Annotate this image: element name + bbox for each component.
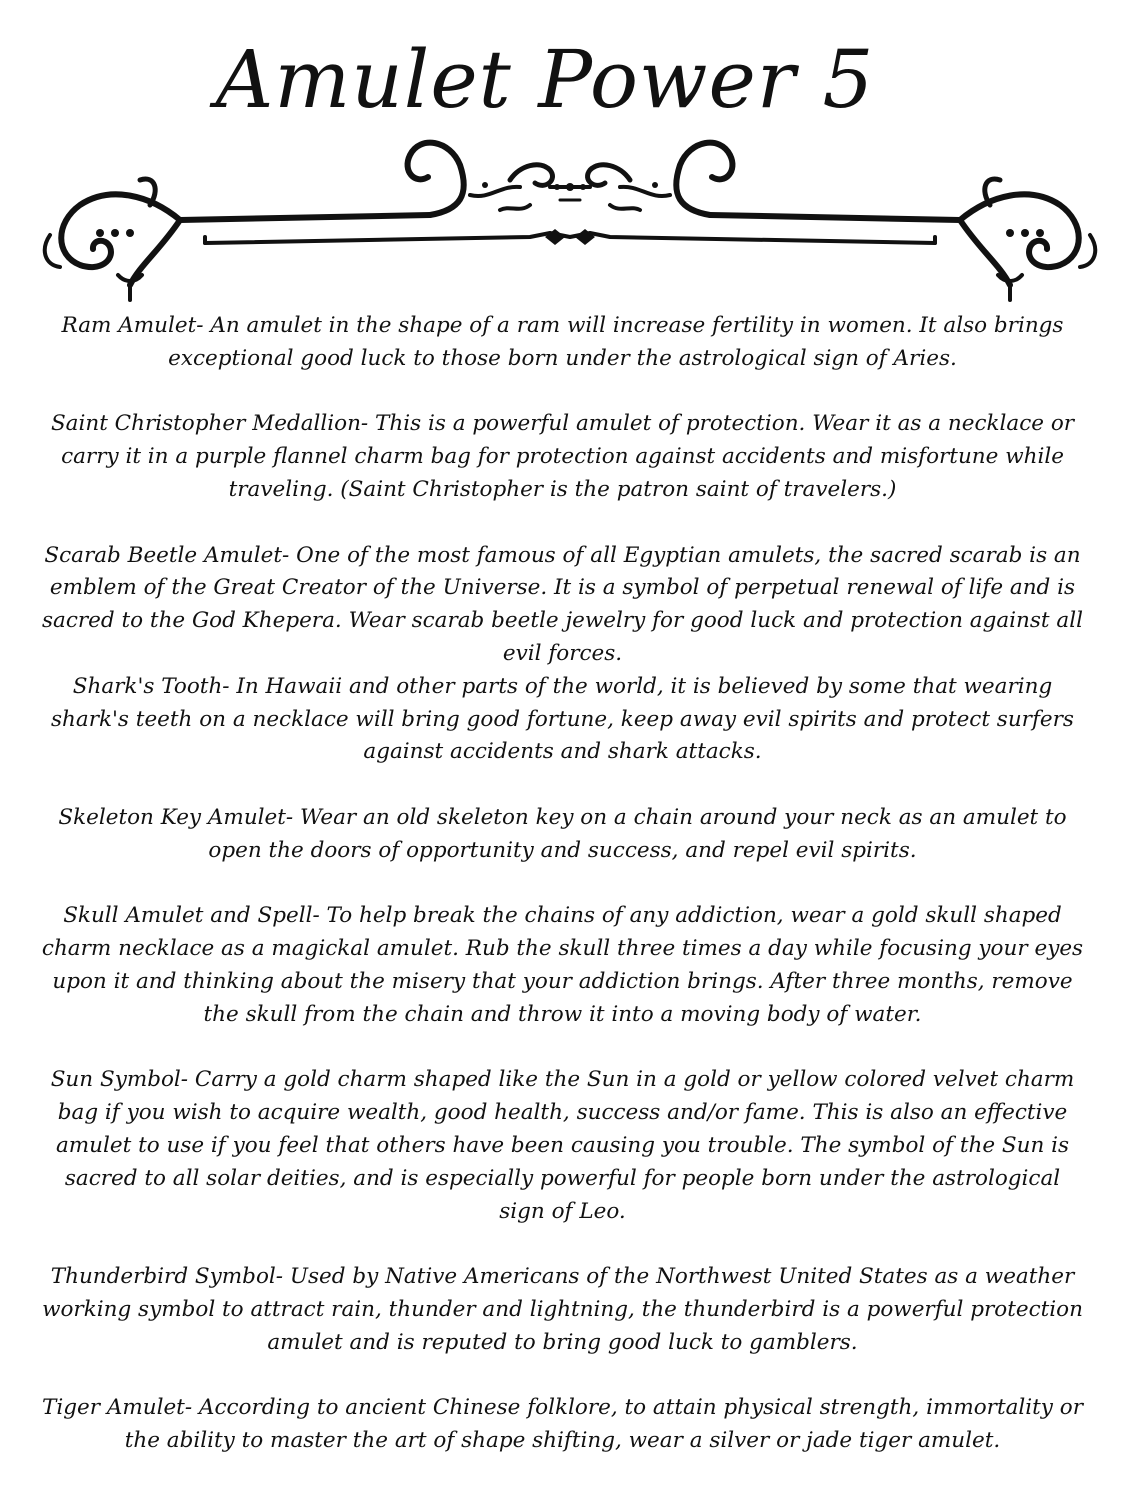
entry-scarab-beetle-amulet: Scarab Beetle Amulet- One of the most famous of all Egyptian amulets, the sacred scarab is an emblem of the Great Creator of the Universe. It is a symbol of perpetual renewal of life and is sacred to the God Khepera. Wear scarab beetle jewelry for good luck and protection against all evil forces. [42,542,1083,666]
entry-tiger-amulet: Tiger Amulet- According to ancient Chinese folklore, to attain physical strength, immortality or the ability to master the art of shape shifting, wear a silver or jade tiger amulet. [42,1395,1083,1454]
entry-skull-amulet-and-spell: Skull Amulet and Spell- To help break the chains of any addiction, wear a gold skull shaped charm necklace as a magickal amulet. Rub the skull three times a day while focusing your eyes upon it and thinking about the misery that your addiction brings. After three months, remove the skull from the chain and throw it into a moving body of water. [41,903,1084,1027]
entry-saint-christopher-medallion: Saint Christopher Medallion- This is a powerful amulet of protection. Wear it as a necklace or carry it in a purple flannel charm bag for protection against accidents and misfortune while traveling. (Saint Christopher is the patron saint of travelers.) [50,411,1075,502]
entries-list [40,310,1085,1458]
entry-sharks-tooth: Shark's Tooth- In Hawaii and other parts of the world, it is believed by some that wearing shark's teeth on a necklace will bring good fortune, keep away evil spirits and protect surfers against accidents and shark attacks. [51,673,1074,765]
page-title: Amulet Power 5 [215,33,875,126]
entry-skeleton-key-amulet: Skeleton Key Amulet- Wear an old skeleton key on a chain around your neck as an amulet to open the doors of opportunity and success, and repel evil spirits. [58,804,1067,863]
entry-sun-symbol: Sun Symbol- Carry a gold charm shaped like the Sun in a gold or yellow colored velvet charm bag if you wish to acquire wealth, good health, success and/or fame. This is also an effective amulet to use if you feel that others have been causing you trouble. The symbol of the Sun is sacred to all solar deities, and is especially powerful for people born under the astrological sign of Leo. [50,1067,1075,1224]
scroll-divider-icon [30,125,1110,305]
entry-ram-amulet: Ram Amulet- An amulet in the shape of a ram will increase fertility in women. It also brings exceptional good luck to those born under the astrological sign of Aries. [61,313,1064,371]
entry-thunderbird-symbol: Thunderbird Symbol- Used by Native Americans of the Northwest United States as a weather working symbol to attract rain, thunder and lightning, the thunderbird is a powerful protection amulet and is reputed to bring good luck to gamblers. [42,1264,1083,1355]
